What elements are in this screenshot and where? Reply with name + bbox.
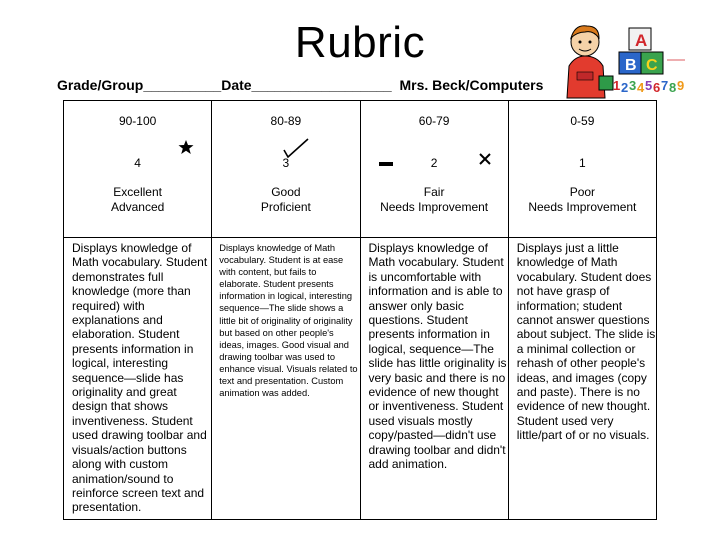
header-cell-1	[508, 101, 656, 238]
svg-text:1: 1	[613, 78, 621, 93]
level-label	[212, 185, 359, 215]
range-label: 60-79	[418, 114, 450, 128]
svg-text:5: 5	[645, 78, 653, 93]
child-with-blocks-clipart	[555, 20, 695, 100]
level-label	[64, 185, 211, 215]
table-row-header	[64, 101, 657, 238]
svg-text:A: A	[635, 31, 648, 50]
level-label	[509, 185, 656, 215]
svg-text:9: 9	[677, 78, 685, 93]
range-label: 0-59	[570, 114, 595, 128]
score-label: 1	[579, 156, 586, 170]
star-icon	[178, 139, 194, 155]
dash-icon	[379, 161, 393, 167]
header-cell-3	[212, 101, 360, 238]
score-label: 2	[430, 156, 438, 170]
level-label-line1: Good	[271, 185, 301, 199]
level-label-line1: Excellent	[113, 185, 162, 199]
description-cell-2	[360, 238, 508, 520]
level-label-line1: Fair	[423, 185, 445, 199]
score-label: 4	[134, 156, 141, 170]
grade-date-teacher-line: Grade/Group__________Date__________________ Mrs. Beck/Computers	[57, 77, 544, 93]
range-label: 80-89	[270, 114, 302, 128]
description-cell-4	[64, 238, 212, 520]
x-mark-icon	[478, 152, 492, 166]
level-label	[361, 185, 508, 215]
description-cell-1	[508, 238, 656, 520]
svg-text:8: 8	[669, 80, 677, 95]
svg-text:7: 7	[661, 78, 669, 93]
level-label-line2: Proficient	[260, 200, 311, 214]
rubric-table	[63, 100, 657, 520]
svg-text:4: 4	[637, 80, 645, 95]
criteria-text: Displays knowledge of Math vocabulary. Student is at ease with content, but fails to elaborate. Student presents information in logical, interesting sequence—The slide shows a little bit of originality of originality but based on other people's ideas, images. Good visual and drawing toolbar was used to enhance visual. Visuals related to text and presentation. Custom animation was added.	[219, 243, 358, 399]
criteria-text: Displays knowledge of Math vocabulary. Student is uncomfortable with information and is able to answer only basic questions. Student presents information in logical, sequence—The slide has little originality is very basic and there is no evidence of new thought or inventiveness. Student used visuals mostly copy/pasted—didn't use drawing toolbar and didn't add animation.	[368, 241, 507, 472]
criteria-text: Displays knowledge of Math vocabulary. Student demonstrates full knowledge (more than required) with explanations and elaboration. Student presents information in logical, interesting sequence—slide has originality and great design that shows inventiveness. Student used drawing toolbar and visuals/action buttons along with custom animation/sound to reinforce screen text and presentation.	[72, 241, 208, 515]
svg-text:3: 3	[629, 78, 637, 93]
page-title: Rubric	[294, 18, 426, 67]
svg-text:6: 6	[653, 80, 661, 95]
criteria-text: Displays just a little knowledge of Math vocabulary. Student does not have grasp of information; student cannot answer questions about subject. The slide is a minimal collection or rehash of other people's ideas, and images (copy and paste). There is no evidence of new thought. Student used very little/part of or no visuals.	[516, 241, 656, 443]
header-cell-2	[360, 101, 508, 238]
svg-text:C: C	[646, 57, 658, 74]
range-label: 90-100	[118, 114, 157, 128]
level-label-line2: Advanced	[110, 200, 165, 214]
level-label-line2: Needs Improvement	[528, 200, 637, 214]
level-label-line2: Needs Improvement	[380, 200, 489, 214]
description-cell-3	[212, 238, 360, 520]
score-label: 3	[282, 156, 290, 170]
header-cell-4	[64, 101, 212, 238]
svg-text:B: B	[625, 57, 637, 74]
svg-text:2: 2	[621, 80, 629, 95]
checkmark-icon	[282, 137, 310, 159]
level-label-line1: Poor	[569, 185, 596, 199]
table-row-descriptions	[64, 238, 657, 520]
